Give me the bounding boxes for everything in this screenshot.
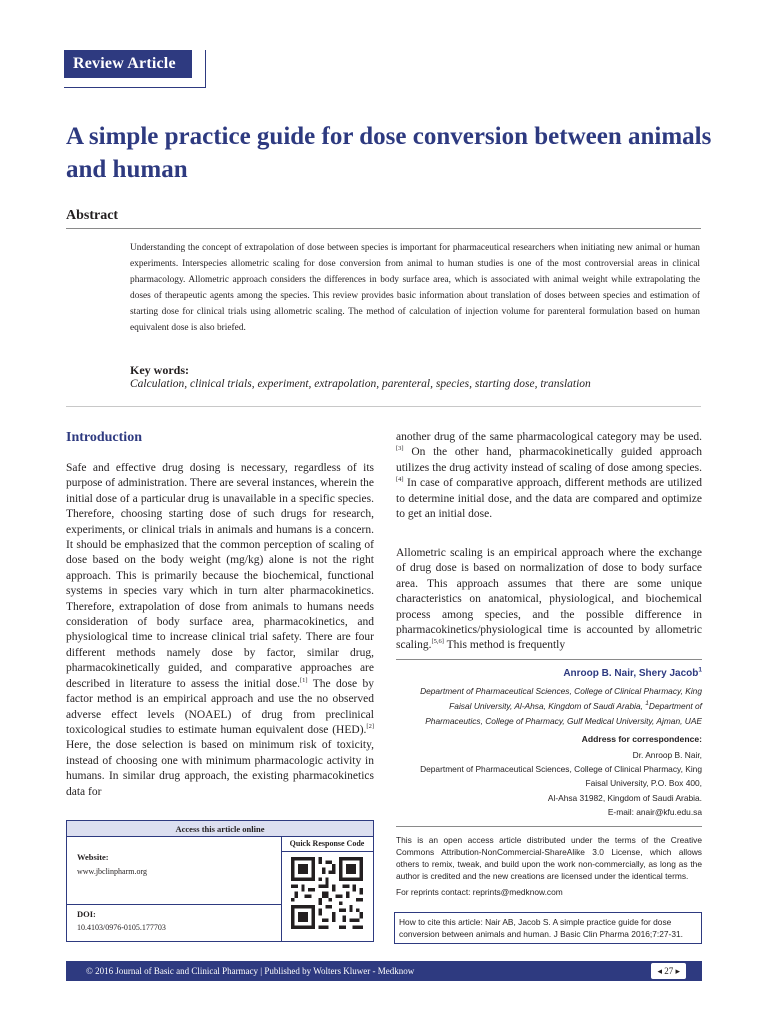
- abstract-heading: Abstract: [66, 208, 119, 223]
- license-divider: [396, 826, 702, 827]
- intro-paragraph-1: Safe and effective drug dosing is necessary, regardless of its purpose of administration. There are several instances, wherein the initial dose of a particular drug is unavailable in a specific species. Therefore, choosing starting dose of such drugs for research, experiments, or clinical trials in animals and humans is a concern. It should be emphasized that the common perception of scaling of dose based on the body weight (mg/kg) alone is not the right approach. This is primarily because the biochemical, functional systems in species vary which in turn alter pharmacokinetics. Therefore, extrapolation of dose from animals to humans needs consideration of body surface area, pharmacokinetics, and physiological time to increase clinical trial safety. There are four different methods namely dose by factor, similar drug, pharmacokinetically guided, and comparative approaches are described in literature to assess the initial dose.[1] The dose by factor method is an empirical approach and use the no observed adverse effect levels (NOAEL) of drug from preclinical toxicological studies to estimate human equivalent dose (HED).[2] Here, the dose selection is based on minimum risk of toxicity, instead of choosing one with minimum pharmacologic activity in humans. In similar drug approach, the existing pharmacokinetics data for: [66, 462, 374, 798]
- body-column-left: [66, 461, 374, 800]
- page-number: ◂ 27 ▸: [651, 963, 686, 979]
- abstract-text: Understanding the concept of extrapolation of dose between species is important for pharmaceutical researchers when initiating new animal or human experiments. Interspecies allometric scaling for dose conversion from animal to human studies is one of the most controversial areas in clinical pharmacology. Allometric approach considers the differences in body surface area, which is associated with animal weight while extrapolating the doses of therapeutic agents among the species. This review provides basic information about translation of doses between species and estimation of starting dose for clinical trials using allometric scaling. The method of calculation of injection volume for parenteral formulation based on human equivalent dose is also briefed.: [130, 243, 700, 334]
- access-row-divider: [67, 904, 281, 905]
- doi-link[interactable]: 10.4103/0976-0105.177703: [77, 923, 166, 932]
- author-names: Anroop B. Nair, Shery Jacob$^1$: [563, 666, 702, 679]
- qr-heading: Quick Response Code: [281, 837, 373, 852]
- keywords-text: Calculation, clinical trials, experiment, extrapolation, parenteral, species, starting dose, translation: [130, 378, 591, 390]
- correspondence-address: Dr. Anroop B. Nair, Department of Pharmaceutical Sciences, College of Clinical Pharmacy, King Faisal University, P.O. Box 400, Al-Ahsa 31982, Kingdom of Saudi Arabia. E-mail: anair@kfu.edu.sa: [396, 748, 702, 819]
- page-footer: [66, 961, 702, 981]
- doi-label: DOI:: [77, 909, 96, 919]
- access-column-divider: [281, 837, 282, 941]
- access-online-box: [66, 820, 374, 942]
- license-text: This is an open access article distributed under the terms of the Creative Commons Attribution-NonCommercial-ShareAlike 3.0 License, which allows others to remix, tweak, and build upon the work non-commercially, as long as the author is credited and the new creations are licensed under the identical terms.: [396, 835, 702, 881]
- citation-box: How to cite this article: Nair AB, Jacob S. A simple practice guide for dose conversion between animals and human. J Basic Clin Pharma 2016;7:27-31.: [394, 912, 702, 944]
- intro-paragraph-2: Allometric scaling is an empirical approach where the exchange of drug dose is based on normalization of dose to body surface area. This approach assumes that there are some unique characteristics on anatomical, physiological, and biochemical process among species, and the possible difference in pharmacokinetics/physiological time is accounted by allometric scaling.[5,6] This method is frequently: [396, 547, 702, 652]
- authors-divider: [396, 659, 702, 660]
- keywords-divider: [66, 406, 701, 407]
- citation-ref[interactable]: [5,6]: [431, 638, 444, 646]
- reprints-contact: For reprints contact: reprints@medknow.com: [396, 887, 563, 897]
- qr-code-icon[interactable]: [291, 857, 363, 929]
- article-type-badge: Review Article: [64, 50, 192, 78]
- footer-copyright: © 2016 Journal of Basic and Clinical Pharmacy | Published by Wolters Kluwer - Medknow: [86, 966, 415, 976]
- introduction-heading: Introduction: [66, 430, 142, 445]
- citation-ref[interactable]: [4]: [396, 476, 404, 484]
- abstract-divider: [66, 228, 701, 229]
- citation-ref[interactable]: [1]: [300, 676, 308, 684]
- correspondence-heading: Address for correspondence:: [581, 734, 702, 744]
- body-column-right-bottom: [396, 546, 702, 654]
- website-label: Website:: [77, 852, 109, 862]
- website-link[interactable]: www.jbclinpharm.org: [77, 867, 147, 876]
- citation-ref[interactable]: [2]: [366, 723, 374, 731]
- access-heading: Access this article online: [67, 821, 373, 837]
- intro-paragraph-1-continued: another drug of the same pharmacological category may be used.[3] On the other hand, pharmacokinetically guided approach utilizes the drug activity instead of scaling of dose among species.[4] In case of comparative approach, different methods are utilized to determine initial dose, and the data are compared and optimize to get an initial dose.: [396, 431, 702, 521]
- article-title: A simple practice guide for dose conversion between animals and human: [66, 123, 712, 183]
- correspondence-email[interactable]: E-mail: anair@kfu.edu.sa: [607, 806, 702, 817]
- author-affiliations: Department of Pharmaceutical Sciences, College of Clinical Pharmacy, King Faisal University, Al-Ahsa, Kingdom of Saudi Arabia, $^1$Department of Pharmaceutics, College of Pharmacy, Gulf Medical University, Ajman, UAE: [420, 686, 702, 726]
- keywords-heading: Key words:: [130, 363, 189, 377]
- citation-ref[interactable]: [3]: [396, 445, 404, 453]
- body-column-right-top: [396, 430, 702, 522]
